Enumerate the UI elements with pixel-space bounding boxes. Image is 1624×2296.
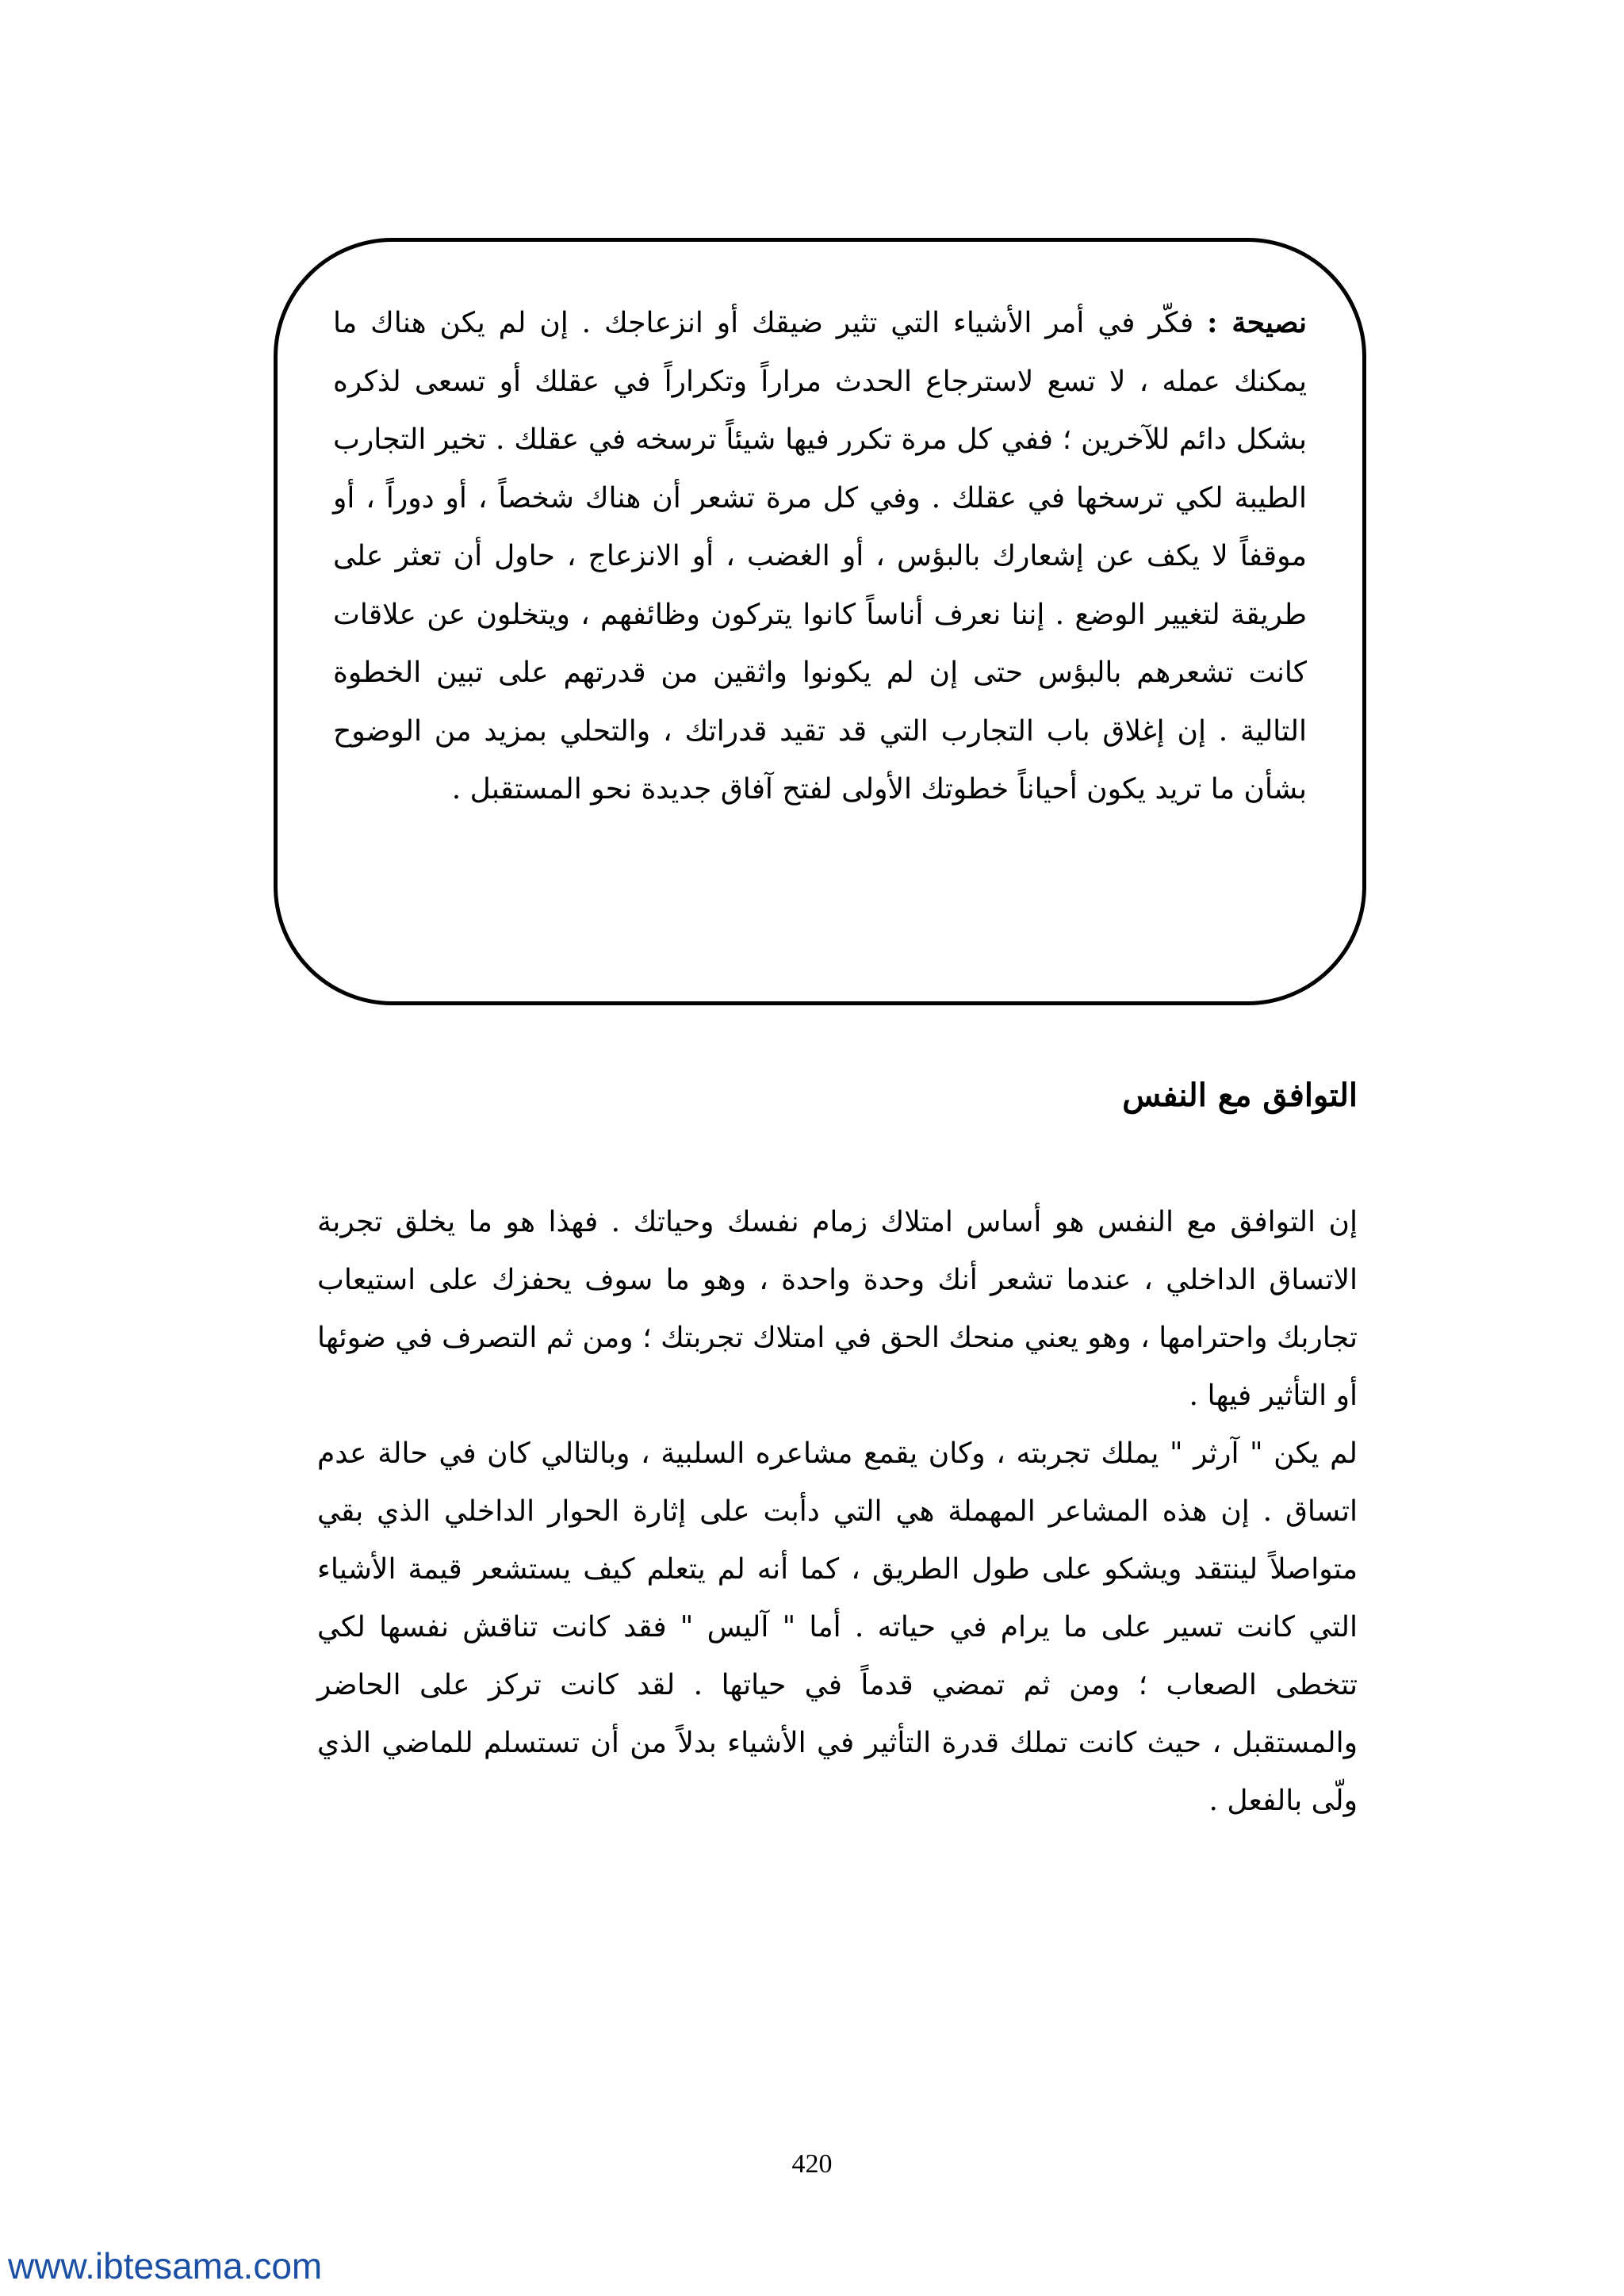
- tip-label: نصيحة :: [1207, 306, 1307, 339]
- page-number: 420: [791, 2149, 833, 2179]
- tip-text: [333, 294, 1307, 819]
- body-paragraph: إن التوافق مع النفس هو أساس امتلاك زمام نفسك وحياتك . فهذا هو ما يخلق تجربة الاتساق الداخلي ، عندما تشعر أنك وحدة واحدة ، وهو ما سوف يحفزك على استيعاب تجاربك واحترامها ، وهو يعني منحك الحق في امتلاك تجربتك ؛ ومن ثم التصرف في ضوئها أو التأثير فيها .: [317, 1206, 1358, 1412]
- section-body: [317, 1193, 1358, 1830]
- body-paragraph: لم يكن " آرثر " يملك تجربته ، وكان يقمع مشاعره السلبية ، وبالتالي كان في حالة عدم اتساق . إن هذه المشاعر المهملة هي التي دأبت على إثارة الحوار الداخلي الذي بقي متواصلاً لينتقد ويشكو على طول الطريق ، كما أنه لم يتعلم كيف يستشعر قيمة الأشياء التي كانت تسير على ما يرام في حياته . أما " آليس " فقد كانت تناقش نفسها لكي تتخطى الصعاب ؛ ومن ثم تمضي قدماً في حياتها . لقد كانت تركز على الحاضر والمستقبل ، حيث كانت تملك قدرة التأثير في الأشياء بدلاً من أن تستسلم للماضي الذي ولّى بالفعل .: [317, 1437, 1358, 1817]
- tip-body-text: فكّر في أمر الأشياء التي تثير ضيقك أو انزعاجك . إن لم يكن هناك ما يمكنك عمله ، لا تسع لاسترجاع الحدث مراراً وتكراراً في عقلك أو تسعى لذكره بشكل دائم للآخرين ؛ ففي كل مرة تكرر فيها شيئاً ترسخه في عقلك . تخير التجارب الطيبة لكي ترسخها في عقلك . وفي كل مرة تشعر أن هناك شخصاً ، أو دوراً ، أو موقفاً لا يكف عن إشعارك بالبؤس ، أو الغضب ، أو الانزعاج ، حاول أن تعثر على طريقة لتغيير الوضع . إننا نعرف أناساً كانوا يتركون وظائفهم ، ويتخلون عن علاقات كانت تشعرهم بالبؤس حتى إن لم يكونوا واثقين من قدرتهم على تبين الخطوة التالية . إن إغلاق باب التجارب التي قد تقيد قدراتك ، والتحلي بمزيد من الوضوح بشأن ما تريد يكون أحياناً خطوتك الأولى لفتح آفاق جديدة نحو المستقبل .: [333, 307, 1308, 806]
- section-heading: التوافق مع النفس: [1122, 1077, 1358, 1114]
- tip-box: [274, 238, 1366, 1005]
- watermark-url: www.ibtesama.com: [8, 2245, 323, 2286]
